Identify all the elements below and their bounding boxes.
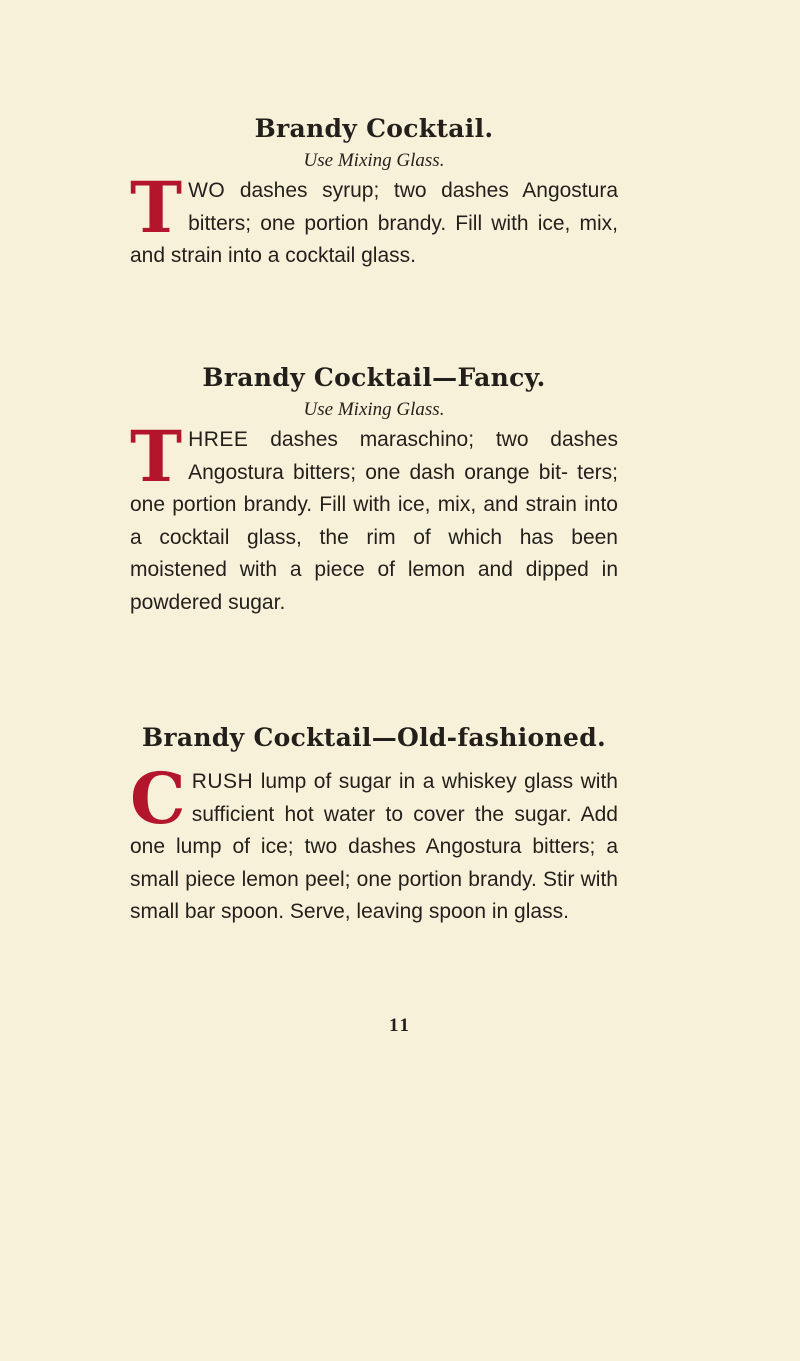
recipe-title: Brandy Cocktail—Fancy. bbox=[202, 363, 546, 392]
recipe-title: Brandy Cocktail—Old-fashioned. bbox=[141, 723, 607, 752]
recipe-subtitle: Use Mixing Glass. bbox=[303, 150, 445, 171]
recipe-instructions bbox=[130, 415, 618, 619]
page-number: 11 bbox=[389, 1015, 411, 1036]
lead-word: WO bbox=[188, 179, 226, 202]
recipe-instructions bbox=[130, 757, 618, 929]
recipe-brandy-cocktail-fancy bbox=[130, 362, 618, 619]
dropcap-letter: T bbox=[130, 166, 183, 249]
instructions-text: dashes maraschino; two dashes Angostura bitters; one dash orange bit- ters; one portion brandy. Fill with ice, mix, and strain into a cocktail glass, the rim of which has been moistened with a piece of lemon and dipped in powdered sugar. bbox=[130, 428, 618, 614]
recipe-title: Brandy Cocktail. bbox=[254, 114, 494, 143]
dropcap-letter: T bbox=[130, 415, 183, 498]
lead-word: RUSH bbox=[191, 770, 254, 793]
dropcap-letter: C bbox=[130, 757, 186, 840]
instructions-text: lump of sugar in a whiskey glass with sufficient hot water to cover the sugar. Add one lump of ice; two dashes Angostura bitters; a small piece lemon peel; one portion brandy. Stir with small bar spoon. Serve, leaving spoon in glass. bbox=[130, 770, 618, 923]
instructions-text: dashes syrup; two dashes Angostura bitters; one portion brandy. Fill with ice, mix, and strain into a cocktail glass. bbox=[130, 179, 618, 267]
recipe-subtitle: Use Mixing Glass. bbox=[303, 399, 445, 420]
lead-word: HREE bbox=[188, 428, 249, 451]
recipe-instructions bbox=[130, 166, 618, 273]
recipe-brandy-cocktail bbox=[130, 113, 618, 273]
recipe-brandy-cocktail-old-fashioned bbox=[130, 722, 618, 929]
